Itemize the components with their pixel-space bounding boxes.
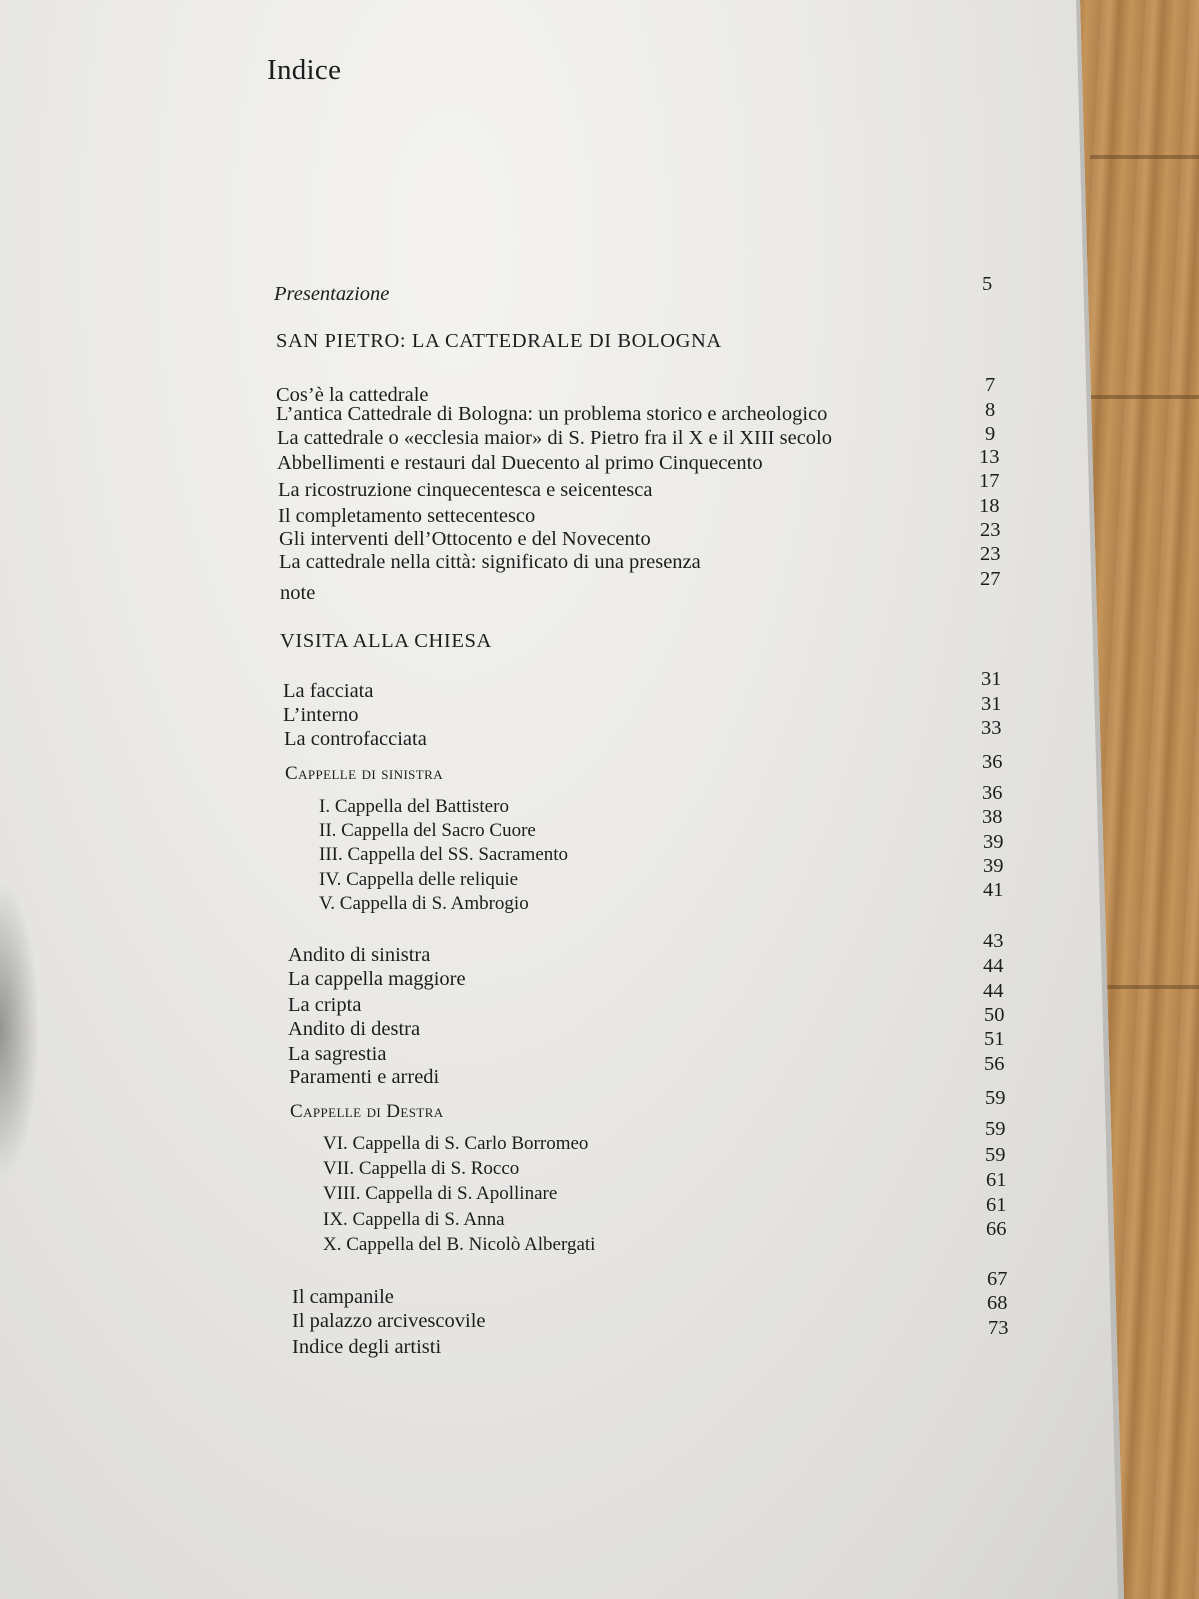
toc-entry: La cattedrale nella città: significato di una presenza: [279, 551, 701, 573]
toc-page-number: 51: [984, 1028, 1005, 1050]
toc-page-number: 7: [985, 374, 996, 396]
page-shadow: [0, 880, 40, 1180]
toc-page-number: 43: [983, 930, 1004, 952]
toc-entry: Il completamento settecentesco: [278, 505, 536, 527]
toc-page-number: 44: [983, 955, 1004, 977]
toc-entry: VI. Cappella di S. Carlo Borromeo: [323, 1133, 589, 1154]
toc-page-number: 17: [979, 470, 1000, 492]
subsection-heading: Cappelle di sinistra: [285, 763, 444, 784]
toc-page-number: 18: [979, 495, 1000, 517]
toc-page-number: 23: [980, 543, 1001, 565]
page-title: Indice: [267, 54, 342, 86]
table-plank-seam: [1090, 395, 1199, 399]
toc-page-number: 13: [979, 446, 1000, 468]
toc-entry: VIII. Cappella di S. Apollinare: [323, 1183, 558, 1204]
toc-page-number: 39: [983, 831, 1004, 853]
toc-page-number: 33: [981, 717, 1002, 739]
table-plank-seam: [1090, 155, 1199, 159]
toc-page-number: 31: [981, 668, 1002, 690]
toc-page-number: 36: [982, 782, 1003, 804]
toc-entry: La cripta: [288, 994, 362, 1016]
toc-entry: note: [280, 582, 316, 604]
toc-entry: I. Cappella del Battistero: [319, 796, 509, 817]
toc-page-number: 61: [986, 1169, 1007, 1191]
toc-entry: La controfacciata: [284, 728, 427, 750]
toc-entry: II. Cappella del Sacro Cuore: [319, 820, 536, 841]
section-heading: VISITA ALLA CHIESA: [280, 630, 492, 652]
toc-page-number: 50: [984, 1004, 1005, 1026]
toc-page-number: 38: [982, 806, 1003, 828]
toc-entry: La facciata: [283, 680, 374, 702]
toc-entry: III. Cappella del SS. Sacramento: [319, 844, 569, 865]
toc-page-number: 73: [988, 1317, 1009, 1339]
toc-entry: Andito di destra: [288, 1018, 421, 1040]
toc-page-number: 56: [984, 1053, 1005, 1075]
toc-page-number: 5: [982, 273, 993, 295]
toc-entry: Abbellimenti e restauri dal Duecento al primo Cinquecento: [277, 452, 763, 474]
toc-page-number: 9: [985, 423, 996, 445]
toc-page-number: 27: [980, 568, 1001, 590]
toc-entry: L’antica Cattedrale di Bologna: un problema storico e archeologico: [276, 403, 828, 425]
toc-entry: La sagrestia: [288, 1043, 387, 1065]
toc-page-number: 36: [982, 751, 1003, 773]
toc-entry: L’interno: [283, 704, 359, 726]
toc-entry: VII. Cappella di S. Rocco: [323, 1158, 520, 1179]
toc-entry: Indice degli artisti: [292, 1336, 442, 1358]
subsection-heading: Cappelle di Destra: [290, 1101, 444, 1122]
toc-page-number: 59: [985, 1144, 1006, 1166]
section-heading: SAN PIETRO: LA CATTEDRALE DI BOLOGNA: [276, 330, 722, 352]
toc-entry: Cos’è la cattedrale: [276, 384, 429, 406]
toc-page-number: 8: [985, 399, 996, 421]
toc-page-number: 41: [983, 879, 1004, 901]
toc-page-number: 59: [985, 1087, 1006, 1109]
toc-page-number: 44: [983, 980, 1004, 1002]
toc-entry: IV. Cappella delle reliquie: [319, 869, 519, 890]
toc-page-number: 31: [981, 693, 1002, 715]
toc-entry: X. Cappella del B. Nicolò Albergati: [323, 1234, 596, 1255]
toc-page-number: 61: [986, 1194, 1007, 1216]
toc-page-number: 67: [987, 1268, 1008, 1290]
toc-page-number: 39: [983, 855, 1004, 877]
toc-entry: La cappella maggiore: [288, 968, 466, 990]
toc-entry: La cattedrale o «ecclesia maior» di S. Pietro fra il X e il XIII secolo: [277, 427, 832, 449]
toc-entry: Paramenti e arredi: [289, 1066, 440, 1088]
toc-entry: Andito di sinistra: [288, 944, 431, 966]
toc-page-number: 66: [986, 1218, 1007, 1240]
toc-page-number: 23: [980, 519, 1001, 541]
toc-entry: La ricostruzione cinquecentesca e seicentesca: [278, 479, 653, 501]
toc-page-number: 68: [987, 1292, 1008, 1314]
toc-entry: Il palazzo arcivescovile: [292, 1310, 486, 1332]
toc-entry: Gli interventi dell’Ottocento e del Novecento: [279, 528, 651, 550]
toc-entry: Il campanile: [292, 1286, 394, 1308]
toc-entry-presentazione: Presentazione: [274, 283, 390, 305]
toc-entry: V. Cappella di S. Ambrogio: [319, 893, 529, 914]
toc-page-number: 59: [985, 1118, 1006, 1140]
toc-entry: IX. Cappella di S. Anna: [323, 1209, 505, 1230]
